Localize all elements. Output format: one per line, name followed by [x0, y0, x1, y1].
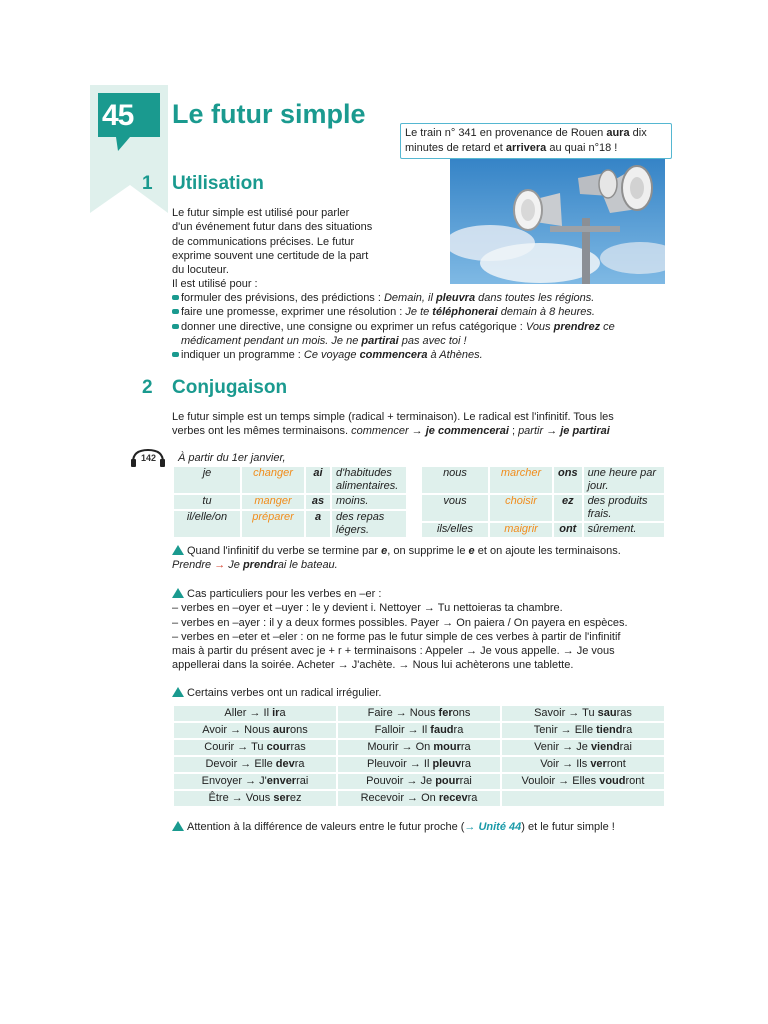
example-infinitive: commencer — [351, 425, 409, 438]
table-row — [422, 467, 664, 493]
ending-cell: ai — [306, 467, 330, 493]
radical-cell: marcher — [490, 467, 552, 493]
loudspeaker-photo — [450, 148, 665, 284]
note-line: appellerai dans la soirée. Acheter → J'achète. → Nous lui achèterons une tablette. — [172, 659, 574, 672]
intro-text: verbes ont les mêmes terminaisons. — [172, 425, 349, 438]
example-part: ce médicament pendant un mois. Je ne — [181, 320, 615, 347]
radical-cell: manger — [242, 495, 304, 509]
intro-line: d'un événement futur dans des situations — [172, 221, 373, 234]
ending-cell: as — [306, 495, 330, 509]
note-line: mais à partir du présent avec je + r + terminaisons : Appeler → Je vous appelle. → Je vous — [172, 645, 615, 658]
note-line: – verbes en –oyer et –uyer : le y devient i. Nettoyer → Tu nettoieras ta chambre. — [172, 602, 563, 615]
table-row — [174, 511, 406, 537]
note-special-cases — [172, 587, 672, 673]
irregular-verb-cell: Pouvoir → Je pourrai — [338, 774, 500, 789]
table-caption: À partir du 1er janvier, — [178, 452, 286, 464]
table-row — [174, 723, 664, 738]
irregular-verb-cell: Courir → Tu courras — [174, 740, 336, 755]
unit-number: 45 — [102, 99, 134, 132]
example-part: dans toutes les régions. — [475, 292, 595, 304]
irregular-verb-cell: Recevoir → On recevra — [338, 791, 500, 806]
pronoun-cell: vous — [422, 495, 488, 521]
irregular-verb-cell: Venir → Je viendrai — [502, 740, 664, 755]
example-infinitive: partir — [518, 425, 544, 438]
note-infinitive-e — [172, 544, 672, 573]
callout-text: Le train n° 341 en provenance de Rouen — [405, 127, 607, 139]
ending-cell: ont — [554, 523, 582, 537]
unit-44-link[interactable]: → Unité 44 — [464, 821, 522, 833]
intro-line: Il est utilisé pour : — [172, 278, 258, 291]
warning-icon — [172, 821, 184, 831]
irregular-verb-cell: Mourir → On mourra — [338, 740, 500, 755]
callout-text: au quai n°18 ! — [546, 142, 618, 154]
table-row — [174, 791, 664, 806]
note-title: Cas particuliers pour les verbes en –er : — [187, 588, 382, 600]
intro-line: Le futur simple est un temps simple (radical + terminaison). Le radical est l'infinitif. Tous les — [172, 411, 614, 423]
table-row — [174, 706, 664, 721]
audio-track-number: 142 — [141, 453, 157, 463]
radical-cell: changer — [242, 467, 304, 493]
note-text: Attention à la différence de valeurs entre le futur proche ( — [187, 821, 465, 833]
table-row — [422, 523, 664, 537]
table-row — [174, 467, 406, 493]
speech-callout — [400, 123, 672, 159]
pronoun-cell: ils/elles — [422, 523, 488, 537]
arrow-icon: → — [214, 559, 226, 572]
example-part: pas avec toi ! — [398, 334, 467, 347]
complement-cell: des repas légers. — [332, 511, 406, 537]
example-part: Je — [228, 559, 243, 572]
radical-cell: maigrir — [490, 523, 552, 537]
irregular-verb-cell: Envoyer → J'enverrai — [174, 774, 336, 789]
example-part: demain à 8 heures. — [497, 306, 595, 319]
irregular-verb-cell: Aller → Il ira — [174, 706, 336, 721]
complement-cell: sûrement. — [584, 523, 664, 537]
callout-text: dix minutes de retard et — [405, 127, 647, 154]
example-infinitive: Prendre — [172, 559, 212, 572]
section-1-number: 1 — [142, 173, 153, 194]
intro-line: Le futur simple est utilisé pour parler — [172, 207, 350, 219]
bullet-text: donner une directive, une consigne ou exprimer un refus catégorique : — [181, 320, 526, 333]
ending-cell: a — [306, 511, 330, 537]
example-verb: commencera — [359, 349, 428, 362]
radical-cell: choisir — [490, 495, 552, 521]
example-verb: pleuvra — [435, 292, 476, 304]
example-text — [405, 306, 595, 318]
conjugation-table-singular — [172, 465, 408, 539]
example-verb: prendr — [242, 559, 278, 572]
example-verb: partirai — [361, 334, 399, 347]
irregular-verbs-table — [172, 704, 666, 808]
ending-cell: ez — [554, 495, 582, 521]
list-item — [172, 320, 672, 349]
complement-cell: des produits frais. — [584, 495, 664, 521]
note-letter: e — [381, 545, 388, 557]
note-line: Quand l'infinitif du verbe se termine par e, on supprime le e et on ajoute les terminaisons. — [172, 544, 672, 558]
irregular-verb-cell: Avoir → Nous aurons — [174, 723, 336, 738]
bullet-icon — [172, 352, 179, 357]
bullet-text: indiquer un programme : — [181, 349, 304, 362]
example-text — [384, 292, 594, 304]
example-result: je commencerai — [425, 425, 509, 438]
intro-line: de communications précises. Le futur — [172, 235, 355, 248]
table-row — [174, 757, 664, 772]
note-irregular — [172, 686, 672, 700]
warning-icon — [172, 545, 184, 555]
note-text: et on ajoute les terminaisons. — [474, 545, 621, 557]
note-text: ) et le futur simple ! — [521, 821, 615, 833]
section-2-number: 2 — [142, 377, 153, 398]
ending-cell: ons — [554, 467, 582, 493]
pronoun-cell: tu — [174, 495, 240, 509]
intro-line: du locuteur. — [172, 264, 229, 277]
note-line: – verbes en –eter et –eler : on ne forme pas le futur simple de ces verbes à partir de l'infinitif — [172, 630, 621, 643]
pronoun-cell: je — [174, 467, 240, 493]
example-text — [304, 349, 483, 361]
irregular-verb-cell: Vouloir → Elles voudront — [502, 774, 664, 789]
warning-icon — [172, 588, 184, 598]
example-part: Je te — [405, 306, 433, 319]
example-part: Ce voyage — [303, 349, 360, 362]
example-part: ai le bateau. — [277, 559, 338, 572]
note-text: Quand l'infinitif du verbe se termine par — [187, 545, 382, 557]
table-row — [174, 495, 406, 509]
note-line — [172, 587, 672, 601]
example-verb: téléphonerai — [432, 306, 498, 319]
page-title: Le futur simple — [172, 99, 366, 129]
bullet-text: faire une promesse, exprimer une résolution : — [181, 306, 406, 319]
irregular-verb-cell — [502, 791, 664, 806]
complement-cell: d'habitudes alimentaires. — [332, 467, 406, 493]
conjugation-table-plural — [420, 465, 666, 539]
table-row — [174, 740, 664, 755]
list-item — [172, 348, 672, 362]
complement-cell: moins. — [332, 495, 406, 509]
list-item — [172, 305, 672, 319]
example-part: Vous — [525, 320, 554, 333]
section-1-intro — [172, 206, 402, 292]
intro-line: verbes ont les mêmes terminaisons. commencer → je commencerai ; partir → je partirai — [172, 425, 610, 438]
note-text: Certains verbes ont un radical irrégulier. — [187, 687, 382, 699]
warning-icon — [172, 687, 184, 697]
bullet-icon — [172, 324, 179, 329]
example-part: à Athènes. — [427, 349, 483, 362]
radical-cell: préparer — [242, 511, 304, 537]
note-text: , on supprime le — [387, 545, 469, 557]
bullet-text: formuler des prévisions, des prédictions : — [181, 292, 384, 304]
irregular-verb-cell: Voir → Ils verront — [502, 757, 664, 772]
callout-bold: aura — [606, 127, 630, 139]
table-row — [174, 774, 664, 789]
section-2-title: Conjugaison — [172, 377, 288, 398]
usage-list — [172, 291, 672, 362]
irregular-verb-cell: Devoir → Elle devra — [174, 757, 336, 772]
intro-line: exprime souvent une certitude de la part — [172, 249, 369, 262]
example-verb: prendrez — [553, 320, 601, 333]
example-result: je partirai — [560, 425, 610, 438]
callout-bold: arrivera — [505, 142, 547, 154]
section-1-title: Utilisation — [172, 173, 264, 194]
pronoun-cell: nous — [422, 467, 488, 493]
irregular-verb-cell: Pleuvoir → Il pleuvra — [338, 757, 500, 772]
irregular-verb-cell: Tenir → Elle tiendra — [502, 723, 664, 738]
note-line: – verbes en –ayer : il y a deux formes possibles. Payer → On paiera / On payera en espèces. — [172, 616, 628, 629]
list-item — [172, 291, 672, 305]
irregular-verb-cell: Savoir → Tu sauras — [502, 706, 664, 721]
irregular-verb-cell: Être → Vous serez — [174, 791, 336, 806]
complement-cell: une heure par jour. — [584, 467, 664, 493]
note-example — [172, 558, 672, 572]
irregular-verb-cell: Faire → Nous ferons — [338, 706, 500, 721]
example-part: Demain, il — [383, 292, 436, 304]
bullet-icon — [172, 295, 179, 300]
section-2-intro — [172, 410, 672, 439]
note-futur-proche — [172, 820, 672, 834]
pronoun-cell: il/elle/on — [174, 511, 240, 537]
irregular-verb-cell: Falloir → Il faudra — [338, 723, 500, 738]
table-row — [422, 495, 664, 521]
bullet-icon — [172, 309, 179, 314]
